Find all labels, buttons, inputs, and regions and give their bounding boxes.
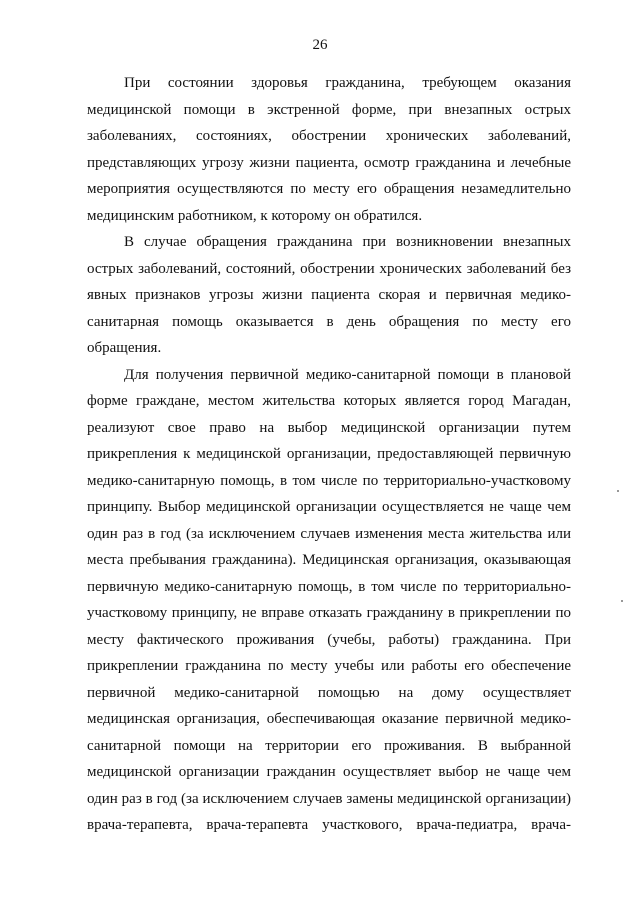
text-line: санитарной помощи на территории его проживания. В выбранной [87,737,571,754]
text-line: медицинской организации гражданин осуществляет выбор не чаще чем [87,764,571,780]
text-line: Для получения первичной медико-санитарной помощи в плановой [124,366,571,383]
document-body [87,70,571,839]
paragraph [87,70,571,229]
text-line: явных признаков угрозы жизни пациента скорая и первичная медико- [87,287,571,303]
text-line: месту фактического проживания (учебы, работы) гражданина. При [87,631,571,648]
text-line: реализуют свое право на выбор медицинской организации путем [87,419,571,436]
text-line: заболеваниях, состояниях, обострении хронических заболеваний, [87,128,571,144]
text-line: прикреплении гражданина по месту учебы или работы его обеспечение [87,658,571,674]
text-line: медицинская организация, обеспечивающая оказание первичной медико- [87,711,571,727]
text-line: острых заболеваний, состояний, обострении хронических заболеваний без [87,260,571,277]
text-line: первичную медико-санитарную помощь, в том числе по территориально- [87,578,571,595]
paragraph [87,229,571,362]
scan-speck [617,490,619,492]
text-line: медицинским работником, к которому он обратился. [87,207,423,224]
text-line: один раз в год (за исключением случаев замены медицинской организации) [87,790,571,807]
page-number: 26 [312,37,328,53]
text-line: прикрепления к медицинской организации, предоставляющей первичную [87,446,571,462]
text-line: медико-санитарную помощь, в том числе по территориально-участковому [87,472,571,489]
text-line: один раз в год (за исключением случаев изменения места жительства или [87,525,571,542]
text-line: медицинской помощи в экстренной форме, при внезапных острых [87,101,571,118]
scan-speck [621,600,623,602]
text-line: В случае обращения гражданина при возникновении внезапных [124,234,571,250]
paragraph [87,362,571,839]
text-line: мероприятия осуществляются по месту его обращения незамедлительно [87,181,571,197]
text-line: представляющих угрозу жизни пациента, осмотр гражданина и лечебные [87,154,571,171]
text-line: места пребывания гражданина). Медицинская организация, оказывающая [87,552,571,568]
text-line: санитарная помощь оказывается в день обращения по месту его [87,313,571,330]
text-line: участковому принципу, не вправе отказать гражданину в прикреплении по [87,605,571,621]
text-line: врача-терапевта, врача-терапевта участкового, врача-педиатра, врача- [87,817,571,833]
text-line: обращения. [87,340,162,356]
text-line: первичной медико-санитарной помощью на дому осуществляет [87,684,571,701]
text-line: форме граждане, местом жительства которых является город Магадан, [87,393,571,409]
text-line: принципу. Выбор медицинской организации осуществляется не чаще чем [87,499,571,515]
text-line: При состоянии здоровья гражданина, требующем оказания [124,75,571,91]
